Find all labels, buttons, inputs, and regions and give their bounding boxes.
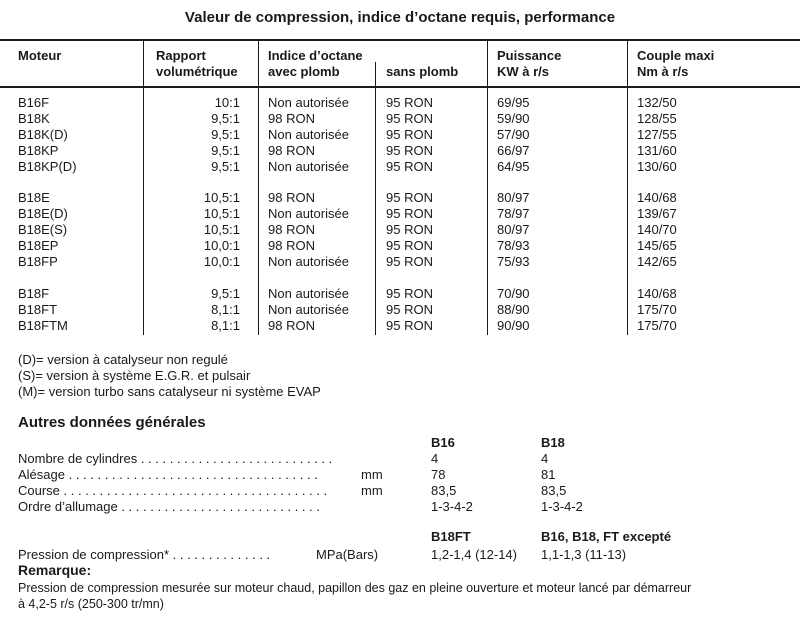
cell-avec-plomb: 98 RON [268, 222, 315, 237]
cell-couple: 131/60 [637, 143, 677, 158]
cell-moteur: B18FTM [18, 318, 68, 333]
cell-rapport: 9,5:1 [211, 159, 240, 174]
cell-couple: 175/70 [637, 318, 677, 333]
table-row [0, 286, 800, 302]
col-header-b18: B18 [541, 435, 565, 450]
table-row [0, 159, 800, 175]
cell-puissance: 78/97 [497, 206, 530, 221]
header-puissance-unit: KW à r/s [497, 64, 550, 79]
cell-sans-plomb: 95 RON [386, 190, 433, 205]
spec-label: Pression de compression* . . . . . . . . . . . . . . [18, 547, 271, 562]
cell-rapport: 9,5:1 [211, 111, 240, 126]
col-header-b16-b18: B16, B18, FT excepté [541, 529, 672, 544]
cell-couple: 127/55 [637, 127, 677, 142]
cell-moteur: B18KP [18, 143, 59, 158]
table-row [0, 238, 800, 254]
cell-couple: 130/60 [637, 159, 677, 174]
header-indice-octane: Indice d’octane [268, 48, 363, 63]
cell-rapport: 10,5:1 [203, 222, 240, 237]
spec-label: Alésage . . . . . . . . . . . . . . . . . . . . . . . . . . . . . . . . . . . [18, 467, 318, 482]
note-line: (S)= version à système E.G.R. et pulsair [18, 368, 251, 383]
cell-puissance: 80/97 [497, 190, 530, 205]
table-row [0, 206, 800, 222]
note-line: (M)= version turbo sans catalyseur ni système EVAP [18, 384, 321, 399]
table-row [0, 127, 800, 143]
cell-rapport: 9,5:1 [211, 127, 240, 142]
cell-puissance: 75/93 [497, 254, 530, 269]
cell-avec-plomb: Non autorisée [268, 286, 349, 301]
spec-label: Course . . . . . . . . . . . . . . . . . . . . . . . . . . . . . . . . . . . . . [18, 483, 328, 498]
cell-sans-plomb: 95 RON [386, 95, 433, 110]
spec-unit: mm [361, 483, 383, 498]
cell-moteur: B18F [18, 286, 50, 301]
cell-avec-plomb: Non autorisée [268, 95, 349, 110]
table-row [0, 318, 800, 334]
cell-moteur: B18K(D) [18, 127, 68, 142]
cell-rapport: 10:1 [214, 95, 240, 110]
cell-moteur: B18FT [18, 302, 58, 317]
header-moteur: Moteur [18, 48, 62, 63]
spec-label: Ordre d’allumage . . . . . . . . . . . . . . . . . . . . . . . . . . . . [18, 499, 320, 514]
spec-value: 1,1-1,3 (11-13) [541, 547, 627, 562]
cell-puissance: 64/95 [497, 159, 530, 174]
cell-rapport: 10,0:1 [203, 254, 240, 269]
cell-moteur: B18E(S) [18, 222, 68, 237]
cell-sans-plomb: 95 RON [386, 127, 433, 142]
cell-sans-plomb: 95 RON [386, 111, 433, 126]
cell-moteur: B18EP [18, 238, 59, 253]
cell-avec-plomb: 98 RON [268, 143, 315, 158]
spec-value: 4 [431, 451, 439, 466]
cell-sans-plomb: 95 RON [386, 222, 433, 237]
cell-rapport: 10,5:1 [203, 206, 240, 221]
header-puissance: Puissance [497, 48, 562, 63]
remark-text: Pression de compression mesurée sur moteur chaud, papillon des gaz en pleine ouverture et moteur lancé par démarreur [18, 581, 692, 595]
cell-avec-plomb: Non autorisée [268, 206, 349, 221]
cell-moteur: B18E(D) [18, 206, 68, 221]
remark-text: à 4,2-5 r/s (250-300 tr/mn) [18, 597, 164, 611]
spec-unit: mm [361, 467, 383, 482]
cell-puissance: 80/97 [497, 222, 530, 237]
cell-couple: 145/65 [637, 238, 677, 253]
table-row [0, 111, 800, 127]
spec-value: 4 [541, 451, 549, 466]
cell-sans-plomb: 95 RON [386, 286, 433, 301]
cell-rapport: 9,5:1 [211, 286, 240, 301]
cell-puissance: 59/90 [497, 111, 530, 126]
cell-moteur: B18E [18, 190, 50, 205]
cell-couple: 139/67 [637, 206, 677, 221]
cell-rapport: 9,5:1 [211, 143, 240, 158]
table-row [0, 302, 800, 318]
section-heading: Autres données générales [18, 414, 206, 431]
cell-moteur: B18KP(D) [18, 159, 77, 174]
cell-puissance: 90/90 [497, 318, 530, 333]
table-top-rule [0, 39, 800, 41]
cell-puissance: 70/90 [497, 286, 530, 301]
header-couple: Couple maxi [637, 48, 715, 63]
cell-sans-plomb: 95 RON [386, 318, 433, 333]
cell-puissance: 57/90 [497, 127, 530, 142]
cell-sans-plomb: 95 RON [386, 238, 433, 253]
spec-value: 1-3-4-2 [431, 499, 473, 514]
cell-puissance: 88/90 [497, 302, 530, 317]
cell-sans-plomb: 95 RON [386, 143, 433, 158]
remark-heading: Remarque: [18, 562, 92, 578]
table-row [0, 95, 800, 111]
cell-avec-plomb: Non autorisée [268, 127, 349, 142]
note-line: (D)= version à catalyseur non regulé [18, 352, 228, 367]
header-avec-plomb: avec plomb [268, 64, 340, 79]
header-couple-unit: Nm à r/s [637, 64, 689, 79]
cell-sans-plomb: 95 RON [386, 302, 433, 317]
cell-moteur: B18FP [18, 254, 58, 269]
cell-puissance: 69/95 [497, 95, 530, 110]
cell-rapport: 10,5:1 [203, 190, 240, 205]
spec-value: 83,5 [431, 483, 457, 498]
header-rapport: Rapport [156, 48, 206, 63]
cell-sans-plomb: 95 RON [386, 254, 433, 269]
spec-value: 78 [431, 467, 446, 482]
spec-unit: MPa(Bars) [316, 547, 379, 562]
table-row [0, 222, 800, 238]
cell-avec-plomb: 98 RON [268, 238, 315, 253]
spec-value: 1-3-4-2 [541, 499, 583, 514]
cell-sans-plomb: 95 RON [386, 159, 433, 174]
cell-couple: 140/68 [637, 286, 677, 301]
cell-rapport: 8,1:1 [211, 302, 240, 317]
header-volumetrique: volumétrique [156, 64, 238, 79]
cell-rapport: 8,1:1 [211, 318, 240, 333]
cell-couple: 128/55 [637, 111, 677, 126]
cell-rapport: 10,0:1 [203, 238, 240, 253]
cell-couple: 140/70 [637, 222, 677, 237]
header-sans-plomb: sans plomb [386, 64, 459, 79]
cell-sans-plomb: 95 RON [386, 206, 433, 221]
page-title: Valeur de compression, indice d’octane requis, performance [184, 9, 616, 26]
cell-puissance: 66/97 [497, 143, 530, 158]
cell-avec-plomb: Non autorisée [268, 254, 349, 269]
cell-avec-plomb: 98 RON [268, 111, 315, 126]
cell-moteur: B16F [18, 95, 50, 110]
spec-value: 83,5 [541, 483, 567, 498]
table-row [0, 254, 800, 270]
col-header-b16: B16 [431, 435, 455, 450]
cell-avec-plomb: 98 RON [268, 318, 315, 333]
cell-couple: 142/65 [637, 254, 677, 269]
cell-couple: 132/50 [637, 95, 677, 110]
spec-value: 81 [541, 467, 556, 482]
table-header-rule [0, 86, 800, 88]
table-row [0, 143, 800, 159]
spec-label: Nombre de cylindres . . . . . . . . . . . . . . . . . . . . . . . . . . . [18, 451, 333, 466]
table-row [0, 190, 800, 206]
cell-couple: 175/70 [637, 302, 677, 317]
cell-couple: 140/68 [637, 190, 677, 205]
cell-puissance: 78/93 [497, 238, 530, 253]
cell-avec-plomb: Non autorisée [268, 159, 349, 174]
spec-value: 1,2-1,4 (12-14) [431, 547, 517, 562]
cell-avec-plomb: 98 RON [268, 190, 315, 205]
col-header-b18ft: B18FT [431, 529, 471, 544]
cell-moteur: B18K [18, 111, 50, 126]
cell-avec-plomb: Non autorisée [268, 302, 349, 317]
